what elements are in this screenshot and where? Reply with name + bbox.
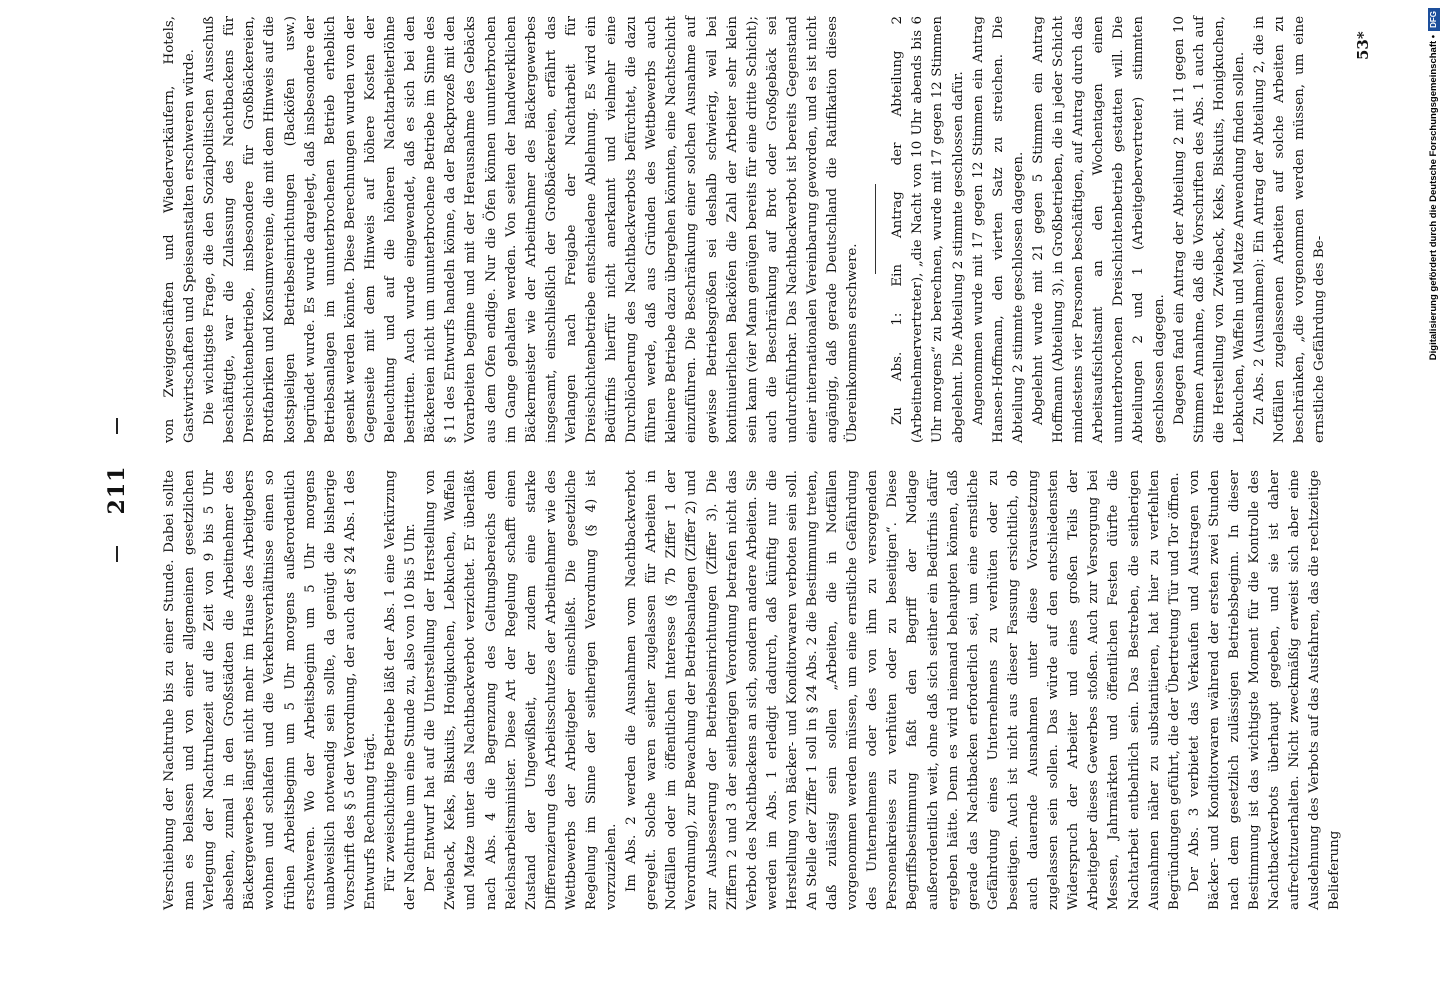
section-separator [875,185,876,275]
right-column [160,16,1330,443]
left-column [160,470,1346,910]
credit-text: Digitalisierung gefördert durch die Deutsche Forschungsgemeinschaft • [1428,34,1439,361]
dfg-logo: DFG [1428,8,1440,31]
digitization-credit-text [1428,8,1440,993]
header-dash-right [116,418,118,434]
header-dash-left [116,546,118,562]
paragraph: Zu Abs. 2 (Ausnahmen): Ein Antrag der Abteilung 2, die in Notfällen zugelassenen Arbeiten auf solche Arbeiten zu beschränken, „die vorgenommen werden müssen, um eine ernstliche Gefährdung des Be- [1251,16,1328,443]
paragraph: Angenommen wurde mit 17 gegen 12 Stimmen ein Antrag Hansen-Hoffmann, den vierten Satz zu streichen. Die Abteilung 2 stimmte geschlossen dagegen. [970,16,1026,443]
paragraph: Abgelehnt wurde mit 21 gegen 5 Stimmen ein Antrag Hoffmann (Abteilung 3), in Großbetrieben, die in jeder Schicht mindestens vier Personen beschäftigen, auf Antrag durch das Arbeitsaufsichtsamt an den Wochentagen einen ununterbrochenen Dreischichtenbetrieb gestatten will. Die Abteilungen 2 und 1 (Arbeitgebervertreter) stimmten geschlossen dagegen. [1030,15,1167,443]
paragraph: Im Abs. 2 werden die Ausnahmen vom Nachtbackverbot geregelt. Solche waren seither zugelassen für Arbeiten in Notfällen oder im öffentlichen Interesse (§ 7b Ziffer 1 der Verordnung), zur Bewachung der Betriebsanlagen (Ziffer 2) und zur Ausbesserung der Betriebseinrichtungen (Ziffer 3). Die Ziffern 2 und 3 der seitherigen Verordnung betrafen nicht das Verbot des Nachtbackens an sich, sondern andere Arbeiten. Sie werden im Abs. 1 erledigt dadurch, daß künftig nur die Herstellung von Bäcker- und Konditorwaren verboten sein soll. An Stelle der Ziffer 1 soll in § 24 Abs. 2 die Bestimmung treten, daß zulässig sein sollen „Arbeiten, die in Notfällen vorgenommen werden müssen, um eine ernstliche Gefährdung des Unternehmens oder des von ihm zu versorgenden Personenkreises zu verhüten oder zu beseitigen“. Diese Begriffsbestimmung faßt den Begriff der Notlage außerordentlich weit, ohne daß sich seither ein Bedürfnis dafür ergeben hätte. Denn es wird niemand behaupten können, daß gerade das Nachtbacken erforderlich sei, um eine ernstliche Gefährdung eines Unternehmens zu verhüten oder zu beseitigen. Auch ist nicht aus dieser Fassung ersichtlich, ob auch dauernde Ausnahmen unter diese Voraussetzung zugelassen sein sollen. Das würde auf den entschiedensten Widerspruch der Arbeiter und eines großen Teils der Arbeitgeber dieses Gewerbes stoßen. Auch zur Versorgung bei Messen, Jahrmärkten und öffentlichen Festen dürfte die Nachtarbeit entbehrlich sein. Das Bestreben, die seitherigen Ausnahmen näher zu substantiieren, hat hier zu verfehlten Begründungen geführt, die der Übertretung Tür und Tor öffnen. [624,470,1182,910]
paragraph: Dagegen fand ein Antrag der Abteilung 2 mit 11 gegen 10 Stimmen Annahme, daß die Vorschriften des Abs. 1 auch auf die Herstellung von Zwieback, Keks, Biskuits, Honigkuchen, Lebkuchen, Waffeln und Matze Anwendung finden sollen. [1171,16,1247,443]
digitization-credit [1422,8,1439,993]
paragraph: Für zweischichtige Betriebe läßt der Abs. 1 eine Verkürzung der Nachtruhe um eine Stunde zu, also von 10 bis 5 Uhr. [383,470,419,910]
page-header [98,0,138,1000]
paragraph: Verschiebung der Nachtruhe bis zu einer Stunde. Dabei sollte man es belassen und von einer allgemeinen gesetzlichen Verlegung der Nachtruhezeit auf die Zeit von 9 bis 5 Uhr absehen, zumal in den Großstädten die Arbeitnehmer des Bäckergewerbes längst nicht mehr im Hause des Arbeitgebers wohnen und schlafen und die Verkehrsverhältnisse einen so frühen Arbeitsbeginn um 5 Uhr morgens außerordentlich erschweren. Wo der Arbeitsbeginn um 5 Uhr morgens unabweislich notwendig sein sollte, da genügt die bisherige Vorschrift des § 5 der Verordnung, der auch der § 24 Abs. 1 des Entwurfs Rechnung trägt. [162,470,378,910]
paragraph: Zu Abs. 1: Ein Antrag der Abteilung 2 (Arbeitnehmervertreter), „die Nacht von 10 Uhr abends bis 6 Uhr morgens“ zu berechnen, wurde mit 17 gegen 12 Stimmen abgelehnt. Die Abteilung 2 stimmte geschlossen dafür. [890,16,966,443]
paragraph: Die wichtigste Frage, die den Sozialpolitischen Ausschuß beschäftigte, war die Zulassung des Nachtbackens für Dreischichtenbetriebe, insbesondere für Großbäckereien, Brotfabriken und Konsumvereine, die mit dem Hinweis auf die kostspieligen Betriebseinrichtungen (Backöfen usw.) begründet wurde. Es wurde dargelegt, daß insbesondere der Betriebsanlagen im ununterbrochenen Betrieb erheblich gesenkt werden könnte. Diese Berechnungen wurden von der Gegenseite mit dem Hinweis auf höhere Kosten der Beleuchtung und auf die höheren Nachtarbeiterlöhne bestritten. Auch wurde eingewendet, daß es sich bei den Bäckereien nicht um ununterbrochene Betriebe im Sinne des § 11 des Entwurfs handeln könne, da der Backprozeß mit den Vorarbeiten beginne und mit der Herausnahme des Gebäcks aus dem Ofen endige. Nur die Öfen können ununterbrochen im Gange gehalten werden. Von seiten der handwerklichen Bäckermeister wie der Arbeitnehmer des Bäckergewerbes insgesamt, einschließlich der Großbäckereien, erfährt das Verlangen nach Freigabe der Nachtarbeit für Dreischichtenbetriebe entschiedene Ablehnung. Es wird ein Bedürfnis hierfür nicht anerkannt und vielmehr eine Durchlöcherung des Nachtbackverbots befürchtet, die dazu führen werde, daß aus Gründen des Wettbewerbs auch kleinere Betriebe dazu übergehen könnten, eine Nachtschicht einzuführen. Die Beschränkung einer solchen Ausnahme auf gewisse Betriebsgrößen sei deshalb schwierig, weil bei kontinuierlichen Backöfen die Zahl der Arbeiter sehr klein sein kann (vier Mann genügen bereits für eine dritte Schicht); auch die Beschränkung auf Brot oder Großgebäck sei undurchführbar. Das Nachtbackverbot ist bereits Gegenstand einer internationalen Vereinbarung geworden, und es ist nicht angängig, daß gerade Deutschland die Ratifikation dieses Übereinkommens erschwere. [202,16,861,443]
page-number: 211 [104,465,130,515]
paragraph: von Zweiggeschäften und Wiederverkäufern, Hotels, Gastwirtschaften und Speiseanstalten erschweren würde. [162,16,198,443]
paragraph: Der Entwurf hat auf die Unterstellung der Herstellung von Zwieback, Keks, Biskuits, Honigkuchen, Lebkuchen, Waffeln und Matze unter das Nachtbackverbot verzichtet. Er überläßt nach Abs. 4 die Begrenzung des Geltungsbereichs dem Reichsarbeitsminister. Diese Art der Regelung schafft einen Zustand der Ungewißheit, der zudem eine starke Differenzierung des Arbeitsschutzes der Arbeitnehmer wie des Wettbewerbs der Arbeitgeber einschließt. Die gesetzliche Regelung im Sinne der seitherigen Verordnung (§ 4) ist vorzuziehen. [423,470,620,910]
paragraph: Der Abs. 3 verbietet das Verkaufen und Austragen von Bäcker- und Konditorwaren während der ersten zwei Stunden nach dem gesetzlich zulässigen Betriebsbeginn. In dieser Bestimmung ist das wichtigste Moment für die Kontrolle des Nachtbackverbots überhaupt gegeben, und sie ist daher aufrechtzuerhalten. Nicht zweckmäßig erweist sich aber eine Ausdehnung des Verbots auf das Ausfahren, das die rechtzeitige Belieferung [1186,470,1343,910]
signature-marker: 53* [1354,31,1372,60]
